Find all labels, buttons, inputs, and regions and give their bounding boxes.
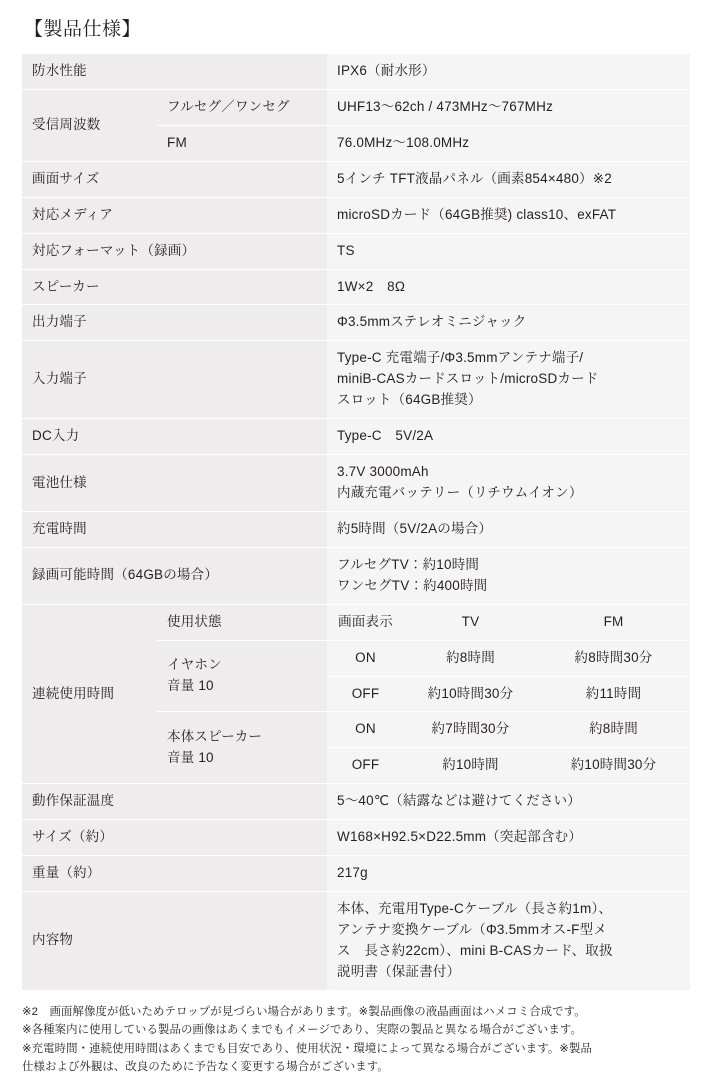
usage-group-speaker-line-2: 音量 10 [167,749,214,765]
table-row [22,269,690,305]
row-value-waterproof: IPX6（耐水形） [327,54,690,90]
row-value-dc: Type-C 5V/2A [327,419,690,455]
table-row [22,892,690,991]
row-value-charge-time: 約5時間（5V/2Aの場合） [327,511,690,547]
usage-cell-display: ON [327,640,404,676]
row-value-input [327,341,690,419]
usage-group-speaker-line-1: 本体スピーカー [167,728,263,744]
table-row [22,233,690,269]
table-row [22,161,690,197]
row-label-weight: 重量（約） [22,856,327,892]
row-label-input: 入力端子 [22,341,327,419]
footnote-line-3: ※充電時間・連続使用時間はあくまでも目安であり、使用状況・環境によって異なる場合がございます。※製品 [22,1042,592,1055]
usage-cell-tv: 約7時間30分 [404,712,537,748]
row-label-media: 対応メディア [22,197,327,233]
table-row [22,856,690,892]
row-value-format: TS [327,233,690,269]
row-label-waterproof: 防水性能 [22,54,327,90]
footnote-line-2: ※各種案内に使用している製品の画像はあくまでもイメージであり、実際の製品と異なる場合がございます。 [22,1024,582,1037]
table-row [22,604,690,640]
table-row [22,305,690,341]
row-value-weight: 217g [327,856,690,892]
row-label-size: サイズ（約） [22,820,327,856]
usage-cell-display: ON [327,712,404,748]
battery-line-1: 3.7V 3000mAh [337,464,429,480]
rec-time-line-2: ワンセグTV：約400時間 [337,577,488,593]
row-label-dc: DC入力 [22,419,327,455]
usage-group-earphone-line-2: 音量 10 [167,678,214,694]
table-row [22,341,690,419]
table-row [22,511,690,547]
row-value-contents [327,892,690,991]
usage-cell-fm: 約10時間30分 [537,748,690,784]
row-label-format: 対応フォーマット（録画） [22,233,327,269]
usage-cell-fm: 約8時間 [537,712,690,748]
usage-group-earphone-line-1: イヤホン [167,657,222,673]
usage-header-state: 使用状態 [157,604,327,640]
row-label-temp: 動作保証温度 [22,784,327,820]
table-row [22,197,690,233]
usage-group-earphone [157,640,327,712]
row-label-frequency: 受信周波数 [22,89,157,161]
row-value-output: Φ3.5mmステレオミニジャック [327,305,690,341]
footnote-line-4: 仕様および外観は、改良のために予告なく変更する場合がございます。 [22,1061,389,1074]
row-value-media: microSDカード（64GB推奨) class10、exFAT [327,197,690,233]
table-row [22,54,690,90]
usage-header-tv: TV [404,604,537,640]
footnote-line-1: ※2 画面解像度が低いためテロップが見づらい場合があります。※製品画像の液晶画面はハメコミ合成です。 [22,1005,586,1018]
usage-cell-fm: 約11時間 [537,676,690,712]
row-label-rec-time: 録画可能時間（64GBの場合） [22,547,327,604]
row-value-size: W168×H92.5×D22.5mm（突起部含む） [327,820,690,856]
row-value-fm: 76.0MHz〜108.0MHz [327,125,690,161]
specification-table [22,53,690,991]
usage-cell-tv: 約10時間 [404,748,537,784]
table-row [22,89,690,125]
usage-cell-display: OFF [327,748,404,784]
row-value-temp: 5〜40℃（結露などは避けてください） [327,784,690,820]
row-label-speaker: スピーカー [22,269,327,305]
input-line-2: miniB-CASカードスロット/microSDカード [337,371,599,387]
usage-cell-tv: 約8時間 [404,640,537,676]
row-value-rec-time [327,547,690,604]
usage-header-fm: FM [537,604,690,640]
row-sublabel-fm: FM [157,125,327,161]
row-label-usage-time: 連続使用時間 [22,604,157,784]
table-row [22,820,690,856]
battery-line-2: 内蔵充電バッテリー（リチウムイオン） [337,484,583,500]
row-label-screen: 画面サイズ [22,161,327,197]
input-line-3: スロット（64GB推奨） [337,392,482,408]
row-value-battery [327,455,690,512]
usage-group-speaker [157,712,327,784]
row-value-screen: 5インチ TFT液晶パネル（画素854×480）※2 [327,161,690,197]
row-label-output: 出力端子 [22,305,327,341]
table-row [22,784,690,820]
row-value-fullseg: UHF13〜62ch / 473MHz〜767MHz [327,89,690,125]
page-title: 【製品仕様】 [24,19,142,40]
row-value-speaker: 1W×2 8Ω [327,269,690,305]
row-label-contents: 内容物 [22,892,327,991]
row-sublabel-fullseg: フルセグ／ワンセグ [157,89,327,125]
footnotes [22,1003,690,1077]
usage-cell-display: OFF [327,676,404,712]
contents-line-4: 説明書（保証書付） [337,963,461,979]
input-line-1: Type-C 充電端子/Φ3.5mmアンテナ端子/ [337,350,584,366]
contents-line-1: 本体、充電用Type-Cケーブル（長さ約1m）、 [337,901,613,917]
usage-cell-tv: 約10時間30分 [404,676,537,712]
table-row [22,455,690,512]
usage-cell-fm: 約8時間30分 [537,640,690,676]
row-label-charge-time: 充電時間 [22,511,327,547]
table-row [22,419,690,455]
contents-line-2: アンテナ変換ケーブル（Φ3.5mmオス-F型メ [337,921,607,937]
table-row [22,547,690,604]
contents-line-3: ス 長さ約22cm）、mini B-CASカード、取扱 [337,942,613,958]
row-label-battery: 電池仕様 [22,455,327,512]
rec-time-line-1: フルセグTV：約10時間 [337,556,480,572]
usage-header-display: 画面表示 [327,604,404,640]
